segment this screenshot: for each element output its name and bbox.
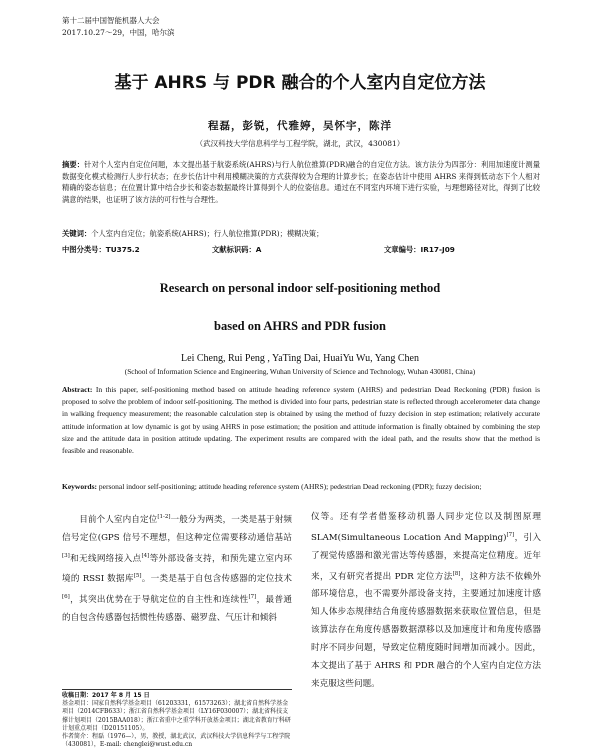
title-chinese: 基于 AHRS 与 PDR 融合的个人室内自定位方法 xyxy=(114,73,486,93)
abstract-english-label: Abstract: xyxy=(62,385,93,394)
citation-ref: [5] xyxy=(133,573,142,580)
abstract-chinese-label: 摘要： xyxy=(62,160,85,169)
conference-name: 第十二届中国智能机器人大会 xyxy=(62,16,160,25)
footnote-received: 收稿日期：2017 年 8 月 15 日 xyxy=(62,692,150,699)
clc-value: TU375.2 xyxy=(105,245,140,254)
abstract-english xyxy=(62,384,540,457)
body-column-left xyxy=(62,509,292,628)
abstract-chinese xyxy=(62,159,540,205)
keywords-english-label: Keywords: xyxy=(62,482,97,491)
citation-ref: [1-2] xyxy=(157,514,171,520)
affiliation-chinese: （武汉科技大学信息科学与工程学院，湖北，武汉，430081） xyxy=(195,139,405,148)
keywords-chinese-text: 个人室内自定位；航姿系统(AHRS)；行人航位推算(PDR)；模糊决策； xyxy=(91,229,324,238)
body-text: ，引入了视觉传感器和激光雷达等传感器，来提高定位精度。近年来，又有研究者提出 PDR 定位方法 xyxy=(311,532,541,582)
abstract-english-text: In this paper, self-positioning method based on attitude heading reference system (AHRS) and pedestrian Dead Reckoning (PDR) fusion is proposed to solve the problem of indoor self-positioning. The method is divided into four parts, pedestrian state is reflected through accelerometer data change in walking frequency measurement; the reasonable calculation step is obtained by using the method of fuzzy decision in step estimation; relatively accurate attitude information at low dynamic is got by using AHRS in pose estimation; the position and attitude information is finally obtained by combining the step size and the attitude data in position attitude updating. The experiment results are compared with the ideal path, and the results show that the method is feasible and reasonable. xyxy=(62,385,540,456)
footnote-author: 作者简介：程磊（1976—），男，教授，湖北武汉，武汉科技大学信息科学与工程学院（430081），E-mail: chenglei@wust.edu.cn xyxy=(62,733,291,749)
article-number-label: 文章编号： xyxy=(384,245,421,254)
footnote xyxy=(62,692,294,749)
body-text: ，其突出优势在于导航定位的自主性和连续性 xyxy=(69,595,249,606)
keywords-chinese-label: 关键词： xyxy=(62,229,92,238)
body-text: 目前个人室内自定位 xyxy=(79,514,158,525)
affiliation-english: (School of Information Science and Engineering, Wuhan University of Science and Technology, Wuhan 430081, China) xyxy=(124,367,476,376)
article-number-value: IR17-J09 xyxy=(420,245,455,254)
body-paragraph xyxy=(311,509,541,694)
footnote-funding: 基金项目：国家自然科学基金项目（61203331，61573263）；湖北省自然科学基金项目（2014CFB633）；浙江省自然科学基金项目（LY16F030007）；湖北省科技支撑计划项目（2015BAA018）；浙江省重中之重学科开放基金项目；湖北省教育厅科研计划重点项目（D20151105）。 xyxy=(62,700,291,732)
body-text: 。一类是基于自包含传感器的定位技术 xyxy=(141,574,292,585)
body-text: 和无线网络接入点 xyxy=(69,553,142,564)
keywords-chinese xyxy=(62,229,540,239)
citation-ref: [8] xyxy=(452,570,461,577)
footnote-divider xyxy=(62,689,292,690)
document-code xyxy=(212,245,261,255)
body-column-right xyxy=(311,509,541,694)
article-number xyxy=(384,245,455,255)
body-paragraph xyxy=(62,509,292,628)
clc-number xyxy=(62,245,140,255)
title-english-line1: Research on personal indoor self-positioning method xyxy=(159,281,441,295)
authors-chinese: 程磊，彭锐，代雅婷，吴怀宇，陈洋 xyxy=(208,120,392,132)
citation-ref: [4] xyxy=(141,552,150,559)
document-code-label: 文献标识码： xyxy=(212,245,256,254)
citation-ref: [7] xyxy=(506,531,515,538)
keywords-english-text: personal indoor self-positioning; attitude heading reference system (AHRS); pedestrian Dead reckoning (PDR); fuzzy decision; xyxy=(97,482,482,491)
citation-ref: [6] xyxy=(62,594,70,601)
body-text: ，最普通的自包含传感器包括惯性传感器、磁罗盘、气压计和倾斜 xyxy=(62,595,292,623)
body-text: 等外部设备支持，和预先建立室内环境的 RSSI 数据库 xyxy=(62,553,292,585)
body-text: ，这种方法不依赖外部环境信息，也不需要外部设备支持，主要通过加速度计感知人体步态规律结合角度传感器数据来获取位置信息，但是该算法存在角度传感器数据漂移以及加速度计和角度传感器时序不同步问题，导致定位精度随时间增加而减小。因此，本文提出了基于 AHRS 和 PDR 融合的个人室内自定位方法来克服这些问题。 xyxy=(311,571,541,689)
keywords-english xyxy=(62,481,540,493)
body-text: 一般分为两类，一类是基于射频信号定位(GPS 信号不理想，但这种定位需要移动通信基站 xyxy=(62,514,292,543)
title-english-line2: based on AHRS and PDR fusion xyxy=(214,319,386,333)
clc-label: 中图分类号： xyxy=(62,245,106,254)
abstract-chinese-text: 针对个人室内自定位问题，本文提出基于航姿系统(AHRS)与行人航位推算(PDR)融合的自定位方法。该方法分为四部分：利用加速度计测量数据变化模式检测行人步行状态；在步长估计中利用模糊决策的方式获得较为合理的计算步长；在姿态估计中使用 AHRS 来得到低动态下个人相对精确的姿态信息；在位置计算中结合步长和姿态数据最终计算得到个人的位姿信息。通过在不同室内环境下进行实验，与理想路径对比，得到了比较满意的结果，也证明了该方法的可行性与合理性。 xyxy=(62,160,541,204)
authors-english: Lei Cheng, Rui Peng , YaTing Dai, HuaiYu Wu, Yang Chen xyxy=(181,353,419,364)
document-code-value: A xyxy=(255,245,262,254)
body-text: 仪等。还有学者借鉴移动机器人同步定位以及制图原理 SLAM(Simultaneous Location And Mapping) xyxy=(311,512,541,543)
citation-ref: [3] xyxy=(62,552,70,559)
citation-ref: [7] xyxy=(248,594,257,601)
running-header xyxy=(62,15,175,39)
conference-date-place: 2017.10.27～29，中国，哈尔滨 xyxy=(62,28,175,37)
